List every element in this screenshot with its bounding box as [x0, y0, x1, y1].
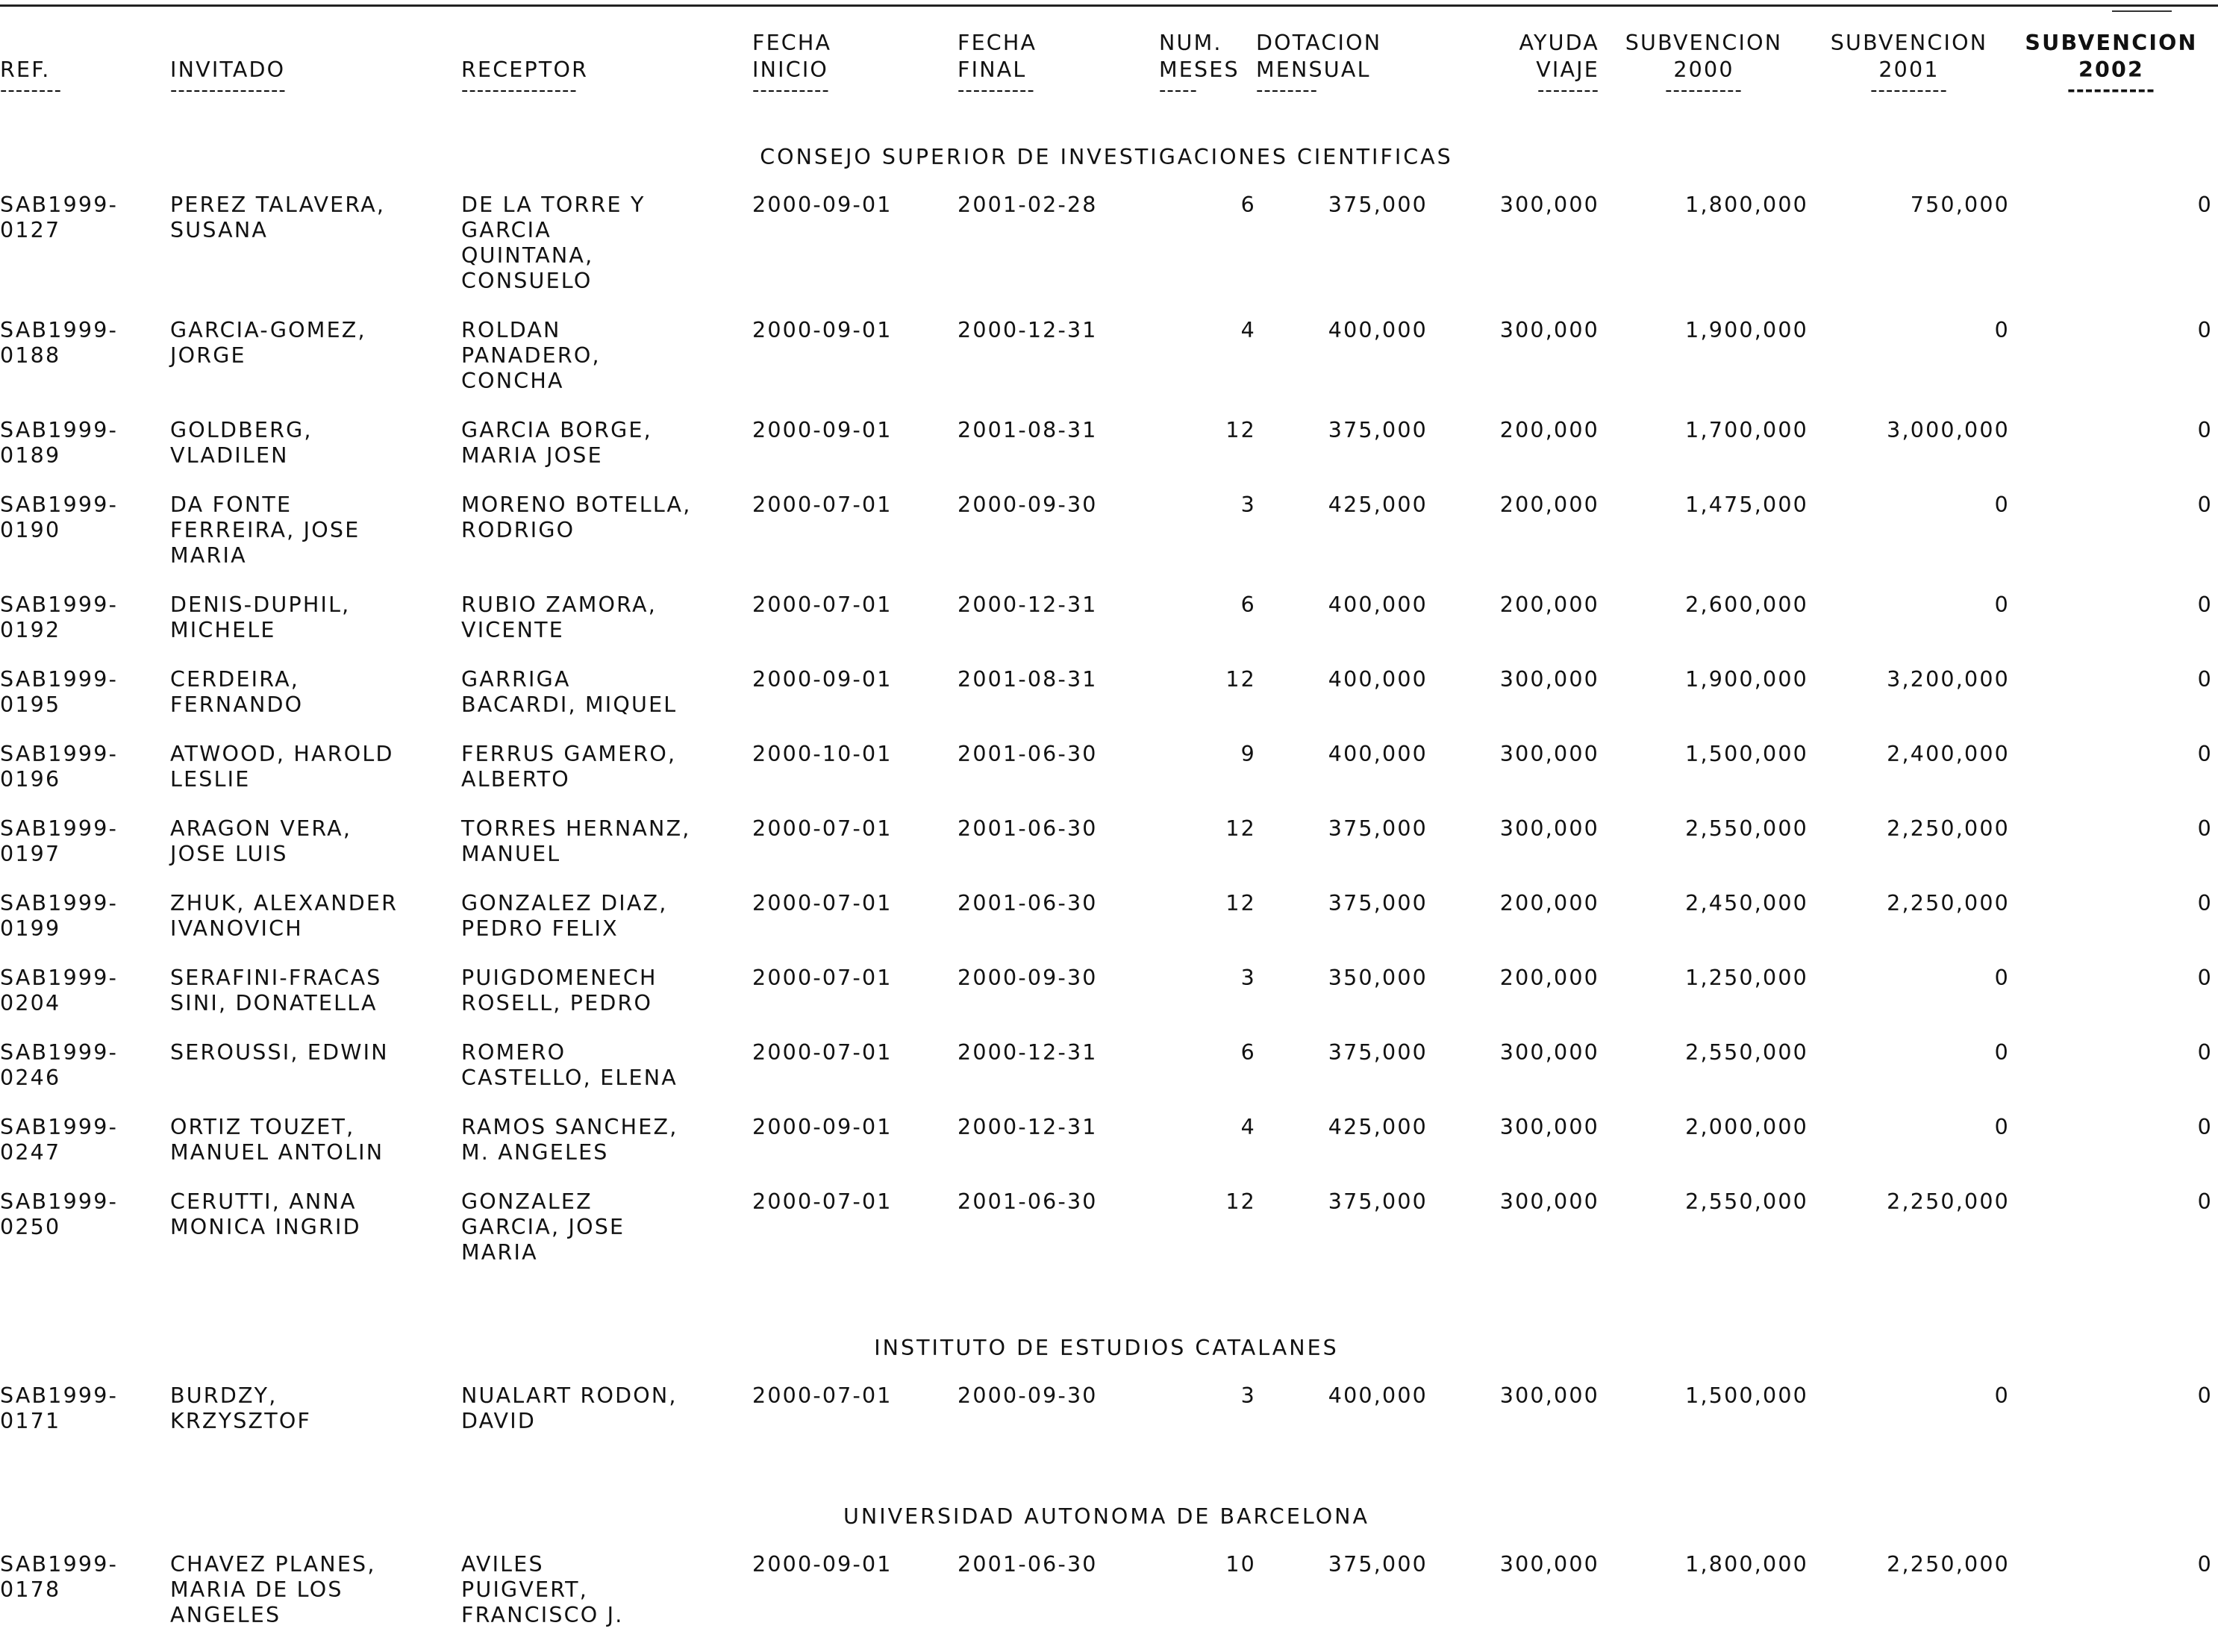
cell-invitado: DA FONTE FERREIRA, JOSE MARIA: [170, 492, 360, 568]
cell-ref: SAB1999- 0204: [0, 966, 119, 1016]
cell-ref: SAB1999- 0178: [0, 1552, 119, 1602]
cell-num-meses: 12: [1225, 1189, 1256, 1214]
cell-ref: SAB1999- 0199: [0, 891, 119, 941]
cell-ayuda-viaje: 200,000: [1499, 966, 1599, 990]
table-row: [0, 318, 2213, 418]
cell-fecha-final: 2000-12-31: [958, 318, 1098, 342]
cell-subvencion-2001: 0: [1994, 492, 2010, 517]
cell-subvencion-2000: 2,550,000: [1685, 1189, 1808, 1214]
cell-num-meses: 4: [1240, 1115, 1256, 1139]
cell-ayuda-viaje: 200,000: [1499, 592, 1599, 617]
col-header-fecha-final: FECHA FINAL ----------: [958, 31, 1037, 97]
cell-invitado: CHAVEZ PLANES, MARIA DE LOS ANGELES: [170, 1552, 376, 1627]
cell-fecha-inicio: 2000-07-01: [752, 1383, 893, 1408]
cell-ayuda-viaje: 300,000: [1499, 816, 1599, 841]
cell-subvencion-2002: 0: [2197, 318, 2213, 342]
section-header-row: [0, 1458, 2213, 1552]
cell-subvencion-2001: 0: [1994, 1115, 2010, 1139]
cell-fecha-inicio: 2000-09-01: [752, 1552, 893, 1577]
cell-subvencion-2000: 1,800,000: [1685, 1552, 1808, 1577]
cell-num-meses: 6: [1240, 1040, 1256, 1065]
cell-fecha-inicio: 2000-07-01: [752, 592, 893, 617]
cell-ref: SAB1999- 0192: [0, 592, 119, 642]
cell-num-meses: 12: [1225, 418, 1256, 442]
cell-fecha-inicio: 2000-10-01: [752, 742, 893, 766]
cell-fecha-final: 2001-06-30: [958, 1552, 1098, 1577]
cell-invitado: ZHUK, ALEXANDER IVANOVICH: [170, 891, 399, 941]
cell-fecha-inicio: 2000-09-01: [752, 1115, 893, 1139]
cell-invitado: SERAFINI-FRACAS SINI, DONATELLA: [170, 966, 382, 1016]
col-header-invitado: INVITADO ---------------: [170, 57, 287, 97]
cell-subvencion-2001: 3,200,000: [1887, 667, 2010, 692]
table-body: [0, 98, 2213, 1652]
table-row: [0, 742, 2213, 816]
cell-fecha-inicio: 2000-07-01: [752, 492, 893, 517]
table-row: [0, 1383, 2213, 1458]
cell-ref: SAB1999- 0196: [0, 742, 119, 792]
cell-fecha-final: 2000-09-30: [958, 966, 1098, 990]
cell-ref: SAB1999- 0188: [0, 318, 119, 368]
cell-fecha-final: 2000-09-30: [958, 492, 1098, 517]
cell-invitado: ARAGON VERA, JOSE LUIS: [170, 816, 352, 866]
cell-subvencion-2000: 2,550,000: [1685, 1040, 1808, 1065]
cell-invitado: GOLDBERG, VLADILEN: [170, 418, 313, 468]
cell-subvencion-2000: 1,700,000: [1685, 418, 1808, 442]
cell-fecha-final: 2001-06-30: [958, 816, 1098, 841]
cell-receptor: GARRIGA BACARDI, MIQUEL: [461, 667, 678, 717]
cell-receptor: RAMOS SANCHEZ, M. ANGELES: [461, 1115, 678, 1165]
col-header-dotacion-mensual: DOTACION MENSUAL --------: [1256, 31, 1382, 97]
cell-ayuda-viaje: 200,000: [1499, 492, 1599, 517]
cell-subvencion-2000: 1,500,000: [1685, 742, 1808, 766]
cell-receptor: ROMERO CASTELLO, ELENA: [461, 1040, 678, 1090]
table-row: [0, 891, 2213, 966]
cell-fecha-inicio: 2000-07-01: [752, 816, 893, 841]
cell-fecha-inicio: 2000-07-01: [752, 1040, 893, 1065]
cell-ayuda-viaje: 300,000: [1499, 1040, 1599, 1065]
cell-invitado: PEREZ TALAVERA, SUSANA: [170, 193, 386, 243]
cell-dotacion-mensual: 375,000: [1328, 816, 1428, 841]
cell-receptor: FERRUS GAMERO, ALBERTO: [461, 742, 677, 792]
table-row: [0, 1189, 2213, 1289]
section-header-row: [0, 98, 2213, 193]
cell-subvencion-2000: 1,250,000: [1685, 966, 1808, 990]
col-header-subvencion-2001: SUBVENCION 2001 ----------: [1830, 31, 1988, 97]
cell-num-meses: 10: [1225, 1552, 1256, 1577]
cell-fecha-final: 2000-09-30: [958, 1383, 1098, 1408]
cell-num-meses: 12: [1225, 816, 1256, 841]
cell-fecha-final: 2001-08-31: [958, 667, 1098, 692]
cell-invitado: SEROUSSI, EDWIN: [170, 1040, 389, 1065]
table-row: [0, 1115, 2213, 1189]
cell-dotacion-mensual: 400,000: [1328, 742, 1428, 766]
top-rule: [0, 4, 2218, 7]
cell-subvencion-2000: 2,600,000: [1685, 592, 1808, 617]
cell-fecha-final: 2000-12-31: [958, 592, 1098, 617]
cell-ayuda-viaje: 300,000: [1499, 318, 1599, 342]
cell-subvencion-2002: 0: [2197, 1552, 2213, 1577]
cell-subvencion-2002: 0: [2197, 1040, 2213, 1065]
cell-receptor: GONZALEZ GARCIA, JOSE MARIA: [461, 1189, 625, 1265]
table-row: [0, 418, 2213, 492]
cell-subvencion-2001: 0: [1994, 592, 2010, 617]
cell-num-meses: 3: [1240, 1383, 1256, 1408]
cell-subvencion-2000: 2,000,000: [1685, 1115, 1808, 1139]
cell-dotacion-mensual: 400,000: [1328, 667, 1428, 692]
cell-num-meses: 3: [1240, 492, 1256, 517]
cell-ayuda-viaje: 300,000: [1499, 193, 1599, 217]
cell-ref: SAB1999- 0171: [0, 1383, 119, 1433]
cell-ayuda-viaje: 200,000: [1499, 418, 1599, 442]
top-rule-mark: [2112, 10, 2172, 12]
cell-subvencion-2002: 0: [2197, 1115, 2213, 1139]
cell-receptor: DE LA TORRE Y GARCIA QUINTANA, CONSUELO: [461, 193, 646, 293]
cell-ref: SAB1999- 0250: [0, 1189, 119, 1239]
cell-ayuda-viaje: 300,000: [1499, 1189, 1599, 1214]
cell-subvencion-2002: 0: [2197, 667, 2213, 692]
cell-dotacion-mensual: 375,000: [1328, 1189, 1428, 1214]
cell-subvencion-2001: 3,000,000: [1887, 418, 2010, 442]
cell-ayuda-viaje: 300,000: [1499, 1552, 1599, 1577]
cell-invitado: ATWOOD, HAROLD LESLIE: [170, 742, 394, 792]
cell-subvencion-2002: 0: [2197, 742, 2213, 766]
cell-fecha-inicio: 2000-09-01: [752, 667, 893, 692]
cell-ayuda-viaje: 300,000: [1499, 1383, 1599, 1408]
cell-fecha-final: 2000-12-31: [958, 1115, 1098, 1139]
cell-dotacion-mensual: 350,000: [1328, 966, 1428, 990]
cell-fecha-inicio: 2000-07-01: [752, 891, 893, 916]
cell-subvencion-2002: 0: [2197, 1189, 2213, 1214]
cell-receptor: AVILES PUIGVERT, FRANCISCO J.: [461, 1552, 624, 1627]
cell-subvencion-2001: 0: [1994, 966, 2010, 990]
col-header-num-meses: NUM. MESES -----: [1159, 31, 1240, 97]
table-row: [0, 1040, 2213, 1115]
section-title: CONSEJO SUPERIOR DE INVESTIGACIONES CIENTIFICAS: [760, 145, 1453, 169]
cell-num-meses: 3: [1240, 966, 1256, 990]
cell-subvencion-2001: 0: [1994, 1383, 2010, 1408]
cell-invitado: CERUTTI, ANNA MONICA INGRID: [170, 1189, 361, 1239]
cell-fecha-inicio: 2000-09-01: [752, 418, 893, 442]
cell-ref: SAB1999- 0247: [0, 1115, 119, 1165]
table-row: [0, 492, 2213, 592]
col-header-fecha-inicio: FECHA INICIO ----------: [752, 31, 832, 97]
cell-dotacion-mensual: 400,000: [1328, 1383, 1428, 1408]
cell-dotacion-mensual: 425,000: [1328, 1115, 1428, 1139]
cell-subvencion-2002: 0: [2197, 816, 2213, 841]
cell-num-meses: 4: [1240, 318, 1256, 342]
section-title: UNIVERSIDAD AUTONOMA DE BARCELONA: [843, 1504, 1369, 1529]
table-row: [0, 1552, 2213, 1652]
cell-subvencion-2001: 2,400,000: [1887, 742, 2010, 766]
cell-fecha-final: 2001-08-31: [958, 418, 1098, 442]
cell-dotacion-mensual: 400,000: [1328, 318, 1428, 342]
cell-subvencion-2001: 0: [1994, 1040, 2010, 1065]
table-row: [0, 966, 2213, 1040]
cell-subvencion-2000: 2,550,000: [1685, 816, 1808, 841]
cell-subvencion-2002: 0: [2197, 492, 2213, 517]
cell-dotacion-mensual: 375,000: [1328, 193, 1428, 217]
cell-ayuda-viaje: 300,000: [1499, 667, 1599, 692]
cell-invitado: CERDEIRA, FERNANDO: [170, 667, 304, 717]
cell-ayuda-viaje: 200,000: [1499, 891, 1599, 916]
cell-subvencion-2002: 0: [2197, 418, 2213, 442]
cell-receptor: RUBIO ZAMORA, VICENTE: [461, 592, 657, 642]
cell-subvencion-2002: 0: [2197, 1383, 2213, 1408]
section-title: INSTITUTO DE ESTUDIOS CATALANES: [874, 1336, 1339, 1360]
cell-dotacion-mensual: 375,000: [1328, 1040, 1428, 1065]
grants-table: [0, 30, 2213, 1652]
cell-fecha-final: 2001-06-30: [958, 891, 1098, 916]
cell-num-meses: 12: [1225, 891, 1256, 916]
col-header-subvencion-2000: SUBVENCION 2000 ----------: [1625, 31, 1783, 97]
cell-subvencion-2000: 1,900,000: [1685, 318, 1808, 342]
cell-subvencion-2001: 750,000: [1910, 193, 2010, 217]
cell-num-meses: 12: [1225, 667, 1256, 692]
cell-subvencion-2000: 1,500,000: [1685, 1383, 1808, 1408]
cell-num-meses: 6: [1240, 193, 1256, 217]
cell-subvencion-2001: 2,250,000: [1887, 816, 2010, 841]
cell-receptor: PUIGDOMENECH ROSELL, PEDRO: [461, 966, 657, 1016]
cell-ref: SAB1999- 0189: [0, 418, 119, 468]
cell-fecha-final: 2001-02-28: [958, 193, 1098, 217]
cell-subvencion-2000: 1,800,000: [1685, 193, 1808, 217]
cell-fecha-final: 2000-12-31: [958, 1040, 1098, 1065]
cell-subvencion-2002: 0: [2197, 891, 2213, 916]
cell-receptor: TORRES HERNANZ, MANUEL: [461, 816, 691, 866]
cell-subvencion-2001: 2,250,000: [1887, 1552, 2010, 1577]
cell-fecha-inicio: 2000-09-01: [752, 318, 893, 342]
cell-dotacion-mensual: 375,000: [1328, 418, 1428, 442]
cell-ayuda-viaje: 300,000: [1499, 1115, 1599, 1139]
col-header-ref: REF. --------: [0, 57, 63, 97]
cell-fecha-inicio: 2000-07-01: [752, 1189, 893, 1214]
table-row: [0, 592, 2213, 667]
cell-subvencion-2000: 1,475,000: [1685, 492, 1808, 517]
cell-fecha-final: 2001-06-30: [958, 742, 1098, 766]
cell-subvencion-2001: 0: [1994, 318, 2010, 342]
cell-subvencion-2002: 0: [2197, 966, 2213, 990]
cell-subvencion-2001: 2,250,000: [1887, 891, 2010, 916]
cell-subvencion-2000: 1,900,000: [1685, 667, 1808, 692]
cell-subvencion-2001: 2,250,000: [1887, 1189, 2010, 1214]
cell-receptor: GONZALEZ DIAZ, PEDRO FELIX: [461, 891, 668, 941]
cell-fecha-final: 2001-06-30: [958, 1189, 1098, 1214]
cell-dotacion-mensual: 400,000: [1328, 592, 1428, 617]
cell-fecha-inicio: 2000-07-01: [752, 966, 893, 990]
cell-ref: SAB1999- 0195: [0, 667, 119, 717]
cell-dotacion-mensual: 425,000: [1328, 492, 1428, 517]
cell-subvencion-2000: 2,450,000: [1685, 891, 1808, 916]
cell-subvencion-2002: 0: [2197, 592, 2213, 617]
cell-invitado: GARCIA-GOMEZ, JORGE: [170, 318, 366, 368]
cell-dotacion-mensual: 375,000: [1328, 891, 1428, 916]
cell-ayuda-viaje: 300,000: [1499, 742, 1599, 766]
cell-invitado: DENIS-DUPHIL, MICHELE: [170, 592, 351, 642]
cell-receptor: MORENO BOTELLA, RODRIGO: [461, 492, 692, 542]
table-row: [0, 193, 2213, 318]
cell-ref: SAB1999- 0246: [0, 1040, 119, 1090]
cell-invitado: ORTIZ TOUZET, MANUEL ANTOLIN: [170, 1115, 384, 1165]
col-header-ayuda-viaje: AYUDA VIAJE --------: [1519, 31, 1599, 97]
cell-num-meses: 9: [1240, 742, 1256, 766]
cell-num-meses: 6: [1240, 592, 1256, 617]
col-header-receptor: RECEPTOR ---------------: [461, 57, 589, 97]
cell-dotacion-mensual: 375,000: [1328, 1552, 1428, 1577]
cell-subvencion-2002: 0: [2197, 193, 2213, 217]
cell-invitado: BURDZY, KRZYSZTOF: [170, 1383, 312, 1433]
cell-ref: SAB1999- 0197: [0, 816, 119, 866]
cell-receptor: ROLDAN PANADERO, CONCHA: [461, 318, 601, 393]
cell-fecha-inicio: 2000-09-01: [752, 193, 893, 217]
cell-ref: SAB1999- 0190: [0, 492, 119, 542]
table-header: [0, 30, 2213, 98]
table-row: [0, 667, 2213, 742]
section-header-row: [0, 1289, 2213, 1383]
col-header-subvencion-2002: SUBVENCION 2002 ----------: [2025, 31, 2198, 97]
cell-receptor: GARCIA BORGE, MARIA JOSE: [461, 418, 652, 468]
cell-receptor: NUALART RODON, DAVID: [461, 1383, 678, 1433]
cell-ref: SAB1999- 0127: [0, 193, 119, 243]
table-row: [0, 816, 2213, 891]
